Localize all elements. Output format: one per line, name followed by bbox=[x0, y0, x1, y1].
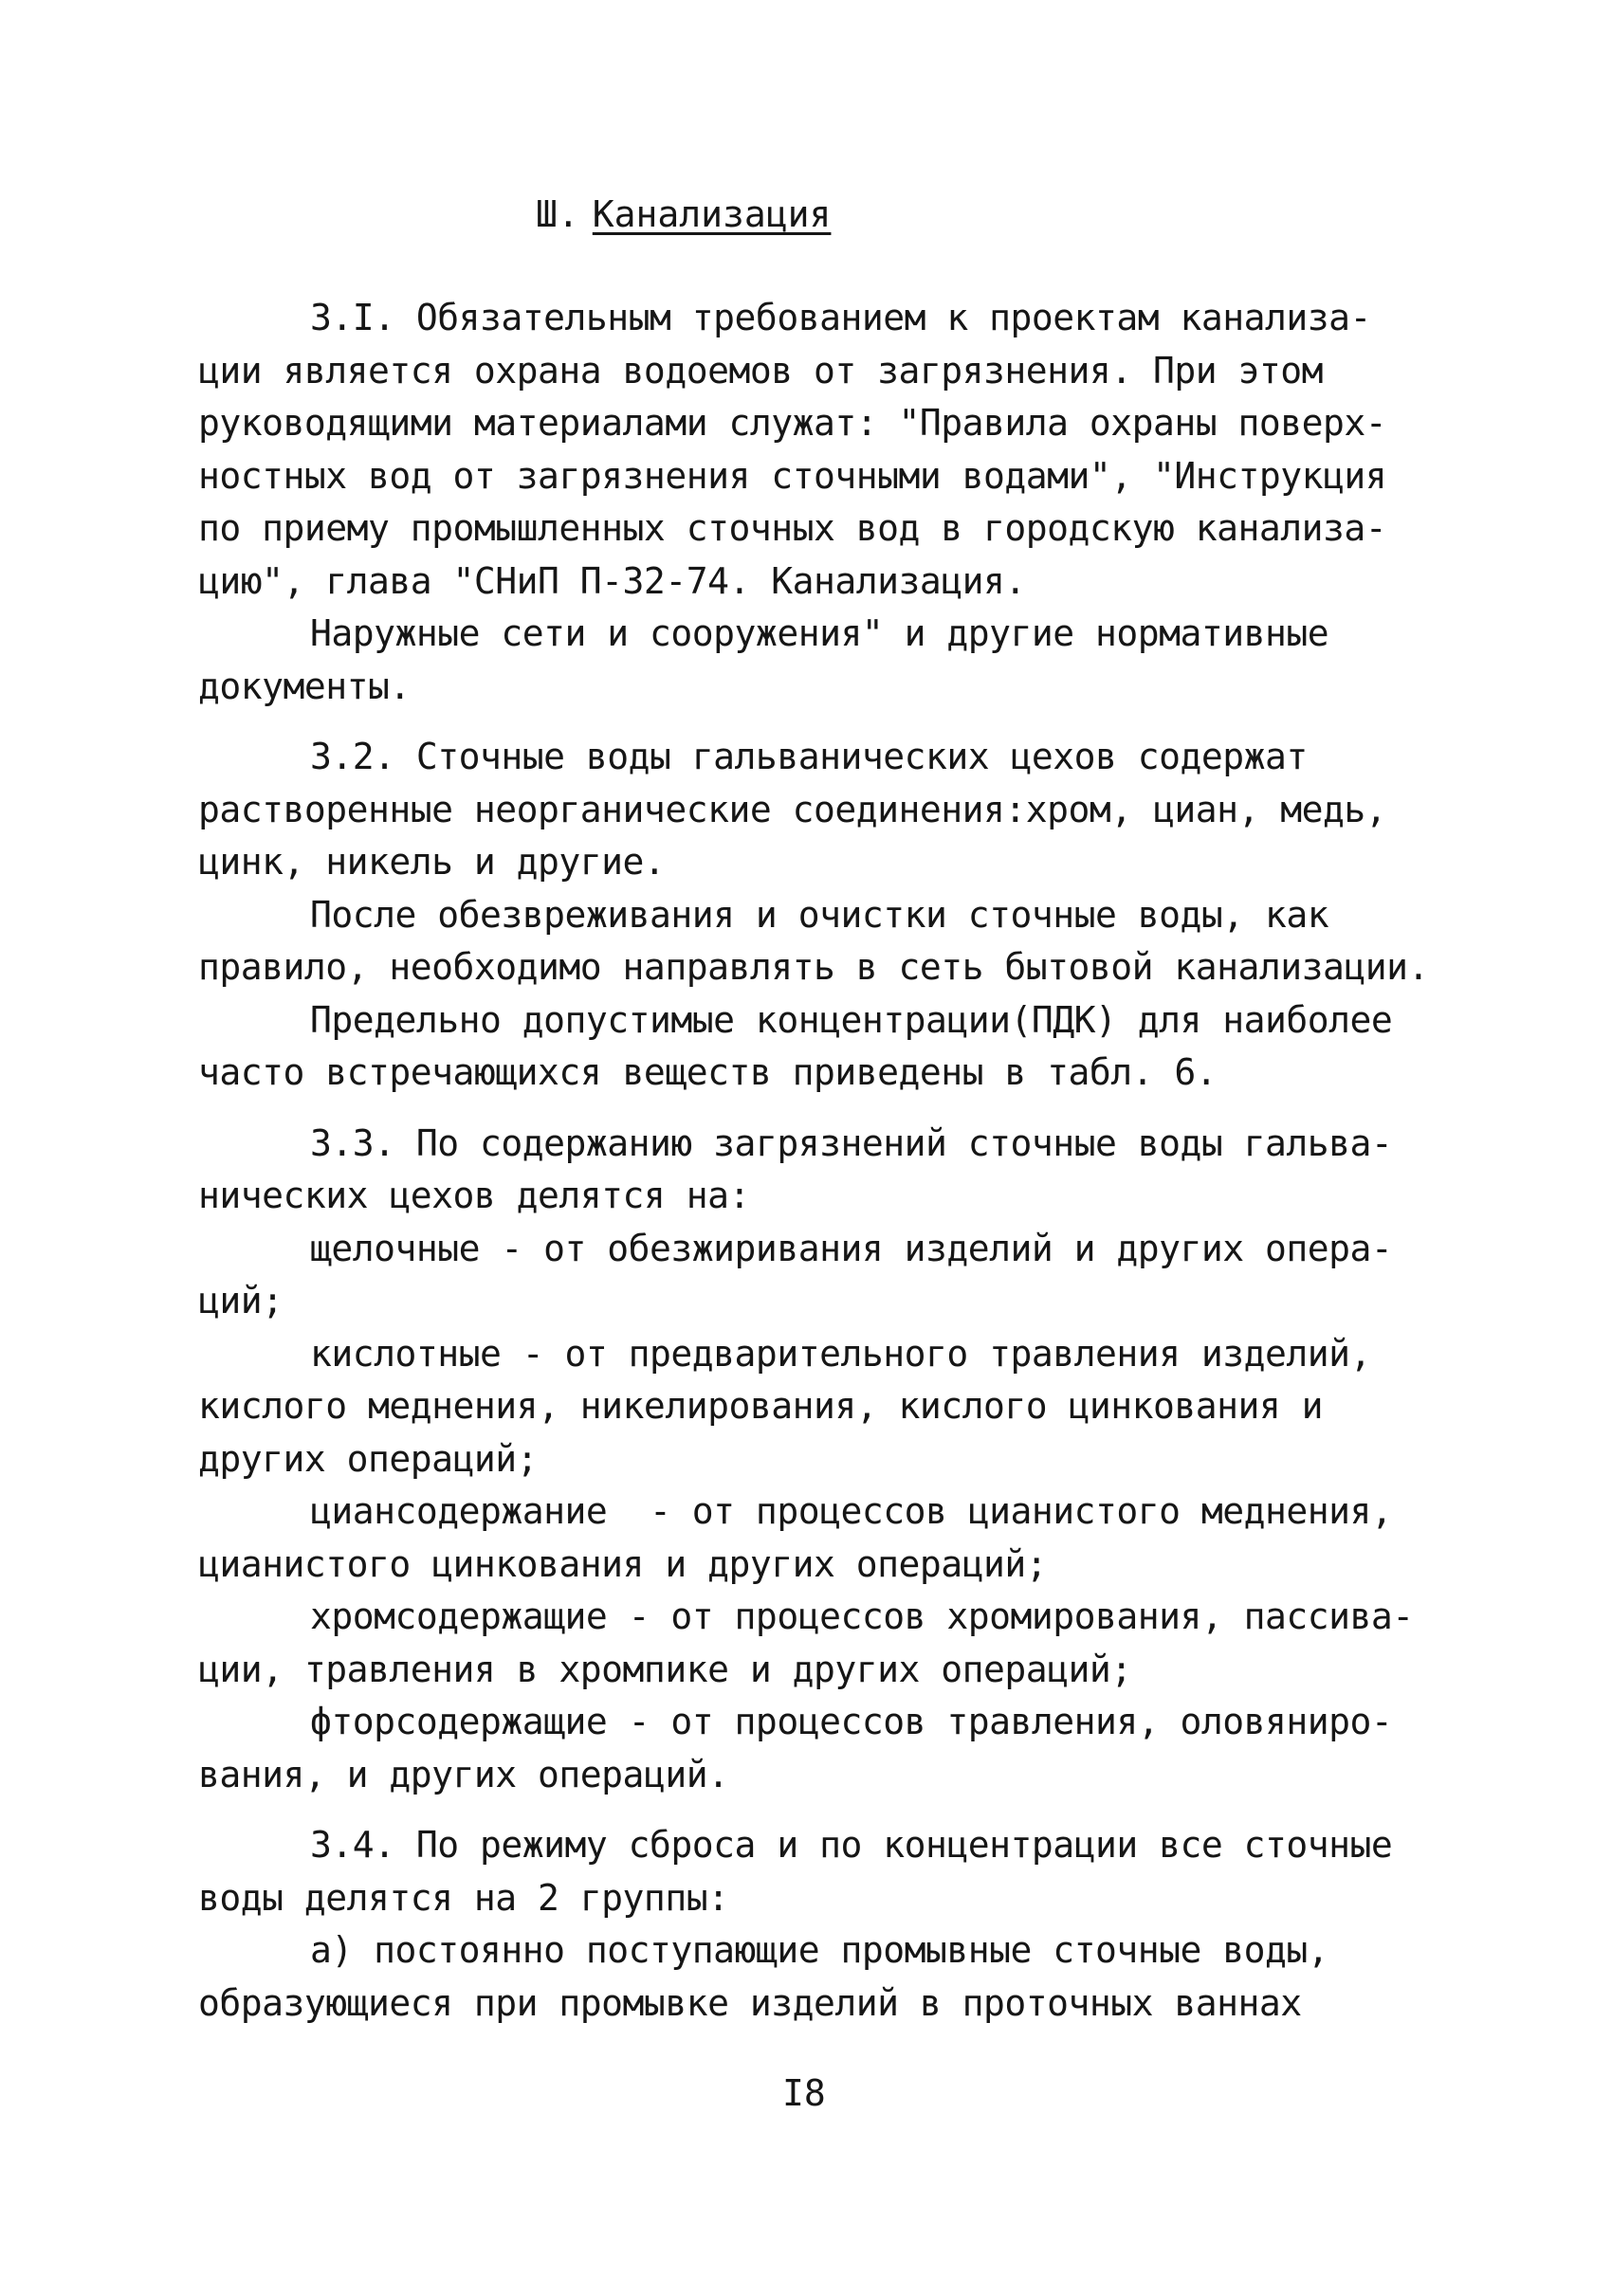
text-line: воды делятся на 2 группы: bbox=[198, 1876, 729, 1919]
text-line: а) постоянно поступающие промывные сточные воды, bbox=[310, 1929, 1329, 1971]
text-line: Предельно допустимые концентрации(ПДК) для наиболее bbox=[310, 998, 1393, 1041]
text-line: правило, необходимо направлять в сеть бытовой канализации. bbox=[198, 946, 1429, 988]
text-line: вания, и других операций. bbox=[198, 1753, 729, 1795]
text-line: ции является охрана водоемов от загрязнения. При этом bbox=[198, 349, 1324, 392]
text-line: После обезвреживания и очистки сточные воды, как bbox=[310, 893, 1329, 936]
text-line: 3.2. Сточные воды гальванических цехов содержат bbox=[310, 736, 1308, 777]
text-line: Наружные сети и сооружения" и другие нормативные bbox=[310, 612, 1329, 654]
section-number: Ш. bbox=[536, 193, 579, 235]
text-line: по приему промышленных сточных вод в городскую канализа- bbox=[198, 507, 1387, 549]
text-line: других операций; bbox=[198, 1437, 539, 1480]
text-line: часто встречающихся веществ приведены в табл. 6. bbox=[198, 1051, 1218, 1093]
section-heading bbox=[536, 188, 831, 241]
text-line: цианистого цинкования и других операций; bbox=[198, 1542, 1048, 1585]
text-line: хромсодержащие - от процессов хромирования, пассива- bbox=[310, 1595, 1414, 1637]
text-line: 3.3. По содержанию загрязнений сточные воды гальва- bbox=[310, 1121, 1393, 1164]
text-line: щелочные - от обезжиривания изделий и других опера- bbox=[310, 1227, 1393, 1269]
text-line: цинк, никель и другие. bbox=[198, 841, 666, 883]
text-line: ции, травления в хромпике и других операций; bbox=[198, 1648, 1132, 1690]
text-line: растворенные неорганические соединения:хром, циан, медь, bbox=[198, 788, 1387, 830]
text-line: нических цехов делятся на: bbox=[198, 1175, 750, 1216]
text-line: кислого меднения, никелирования, кислого цинкования и bbox=[198, 1385, 1324, 1427]
text-line: цию", глава "СНиП П-32-74. Канализация. bbox=[198, 559, 1026, 602]
text-line: ций; bbox=[198, 1280, 284, 1321]
text-line: руководящими материалами служат: "Правила охраны поверх- bbox=[198, 402, 1387, 444]
page-number: I8 bbox=[782, 2072, 826, 2114]
text-line: 3.I. Обязательным требованием к проектам канализа- bbox=[310, 297, 1371, 338]
body-text bbox=[198, 292, 1459, 2030]
text-line: документы. bbox=[198, 665, 411, 707]
text-line: образующиеся при промывке изделий в проточных ваннах bbox=[198, 1981, 1302, 2024]
text-line: ностных вод от загрязнения сточными водами", "Инструкция bbox=[198, 454, 1387, 497]
text-line: циансодержание - от процессов цианистого меднения, bbox=[310, 1490, 1393, 1532]
text-line: кислотные - от предварительного травления изделий, bbox=[310, 1332, 1371, 1375]
section-title: Канализация bbox=[592, 193, 832, 235]
text-line: 3.4. По режиму сброса и по концентрации все сточные bbox=[310, 1824, 1393, 1866]
text-line: фторсодержащие - от процессов травления, оловяниро- bbox=[310, 1701, 1393, 1742]
